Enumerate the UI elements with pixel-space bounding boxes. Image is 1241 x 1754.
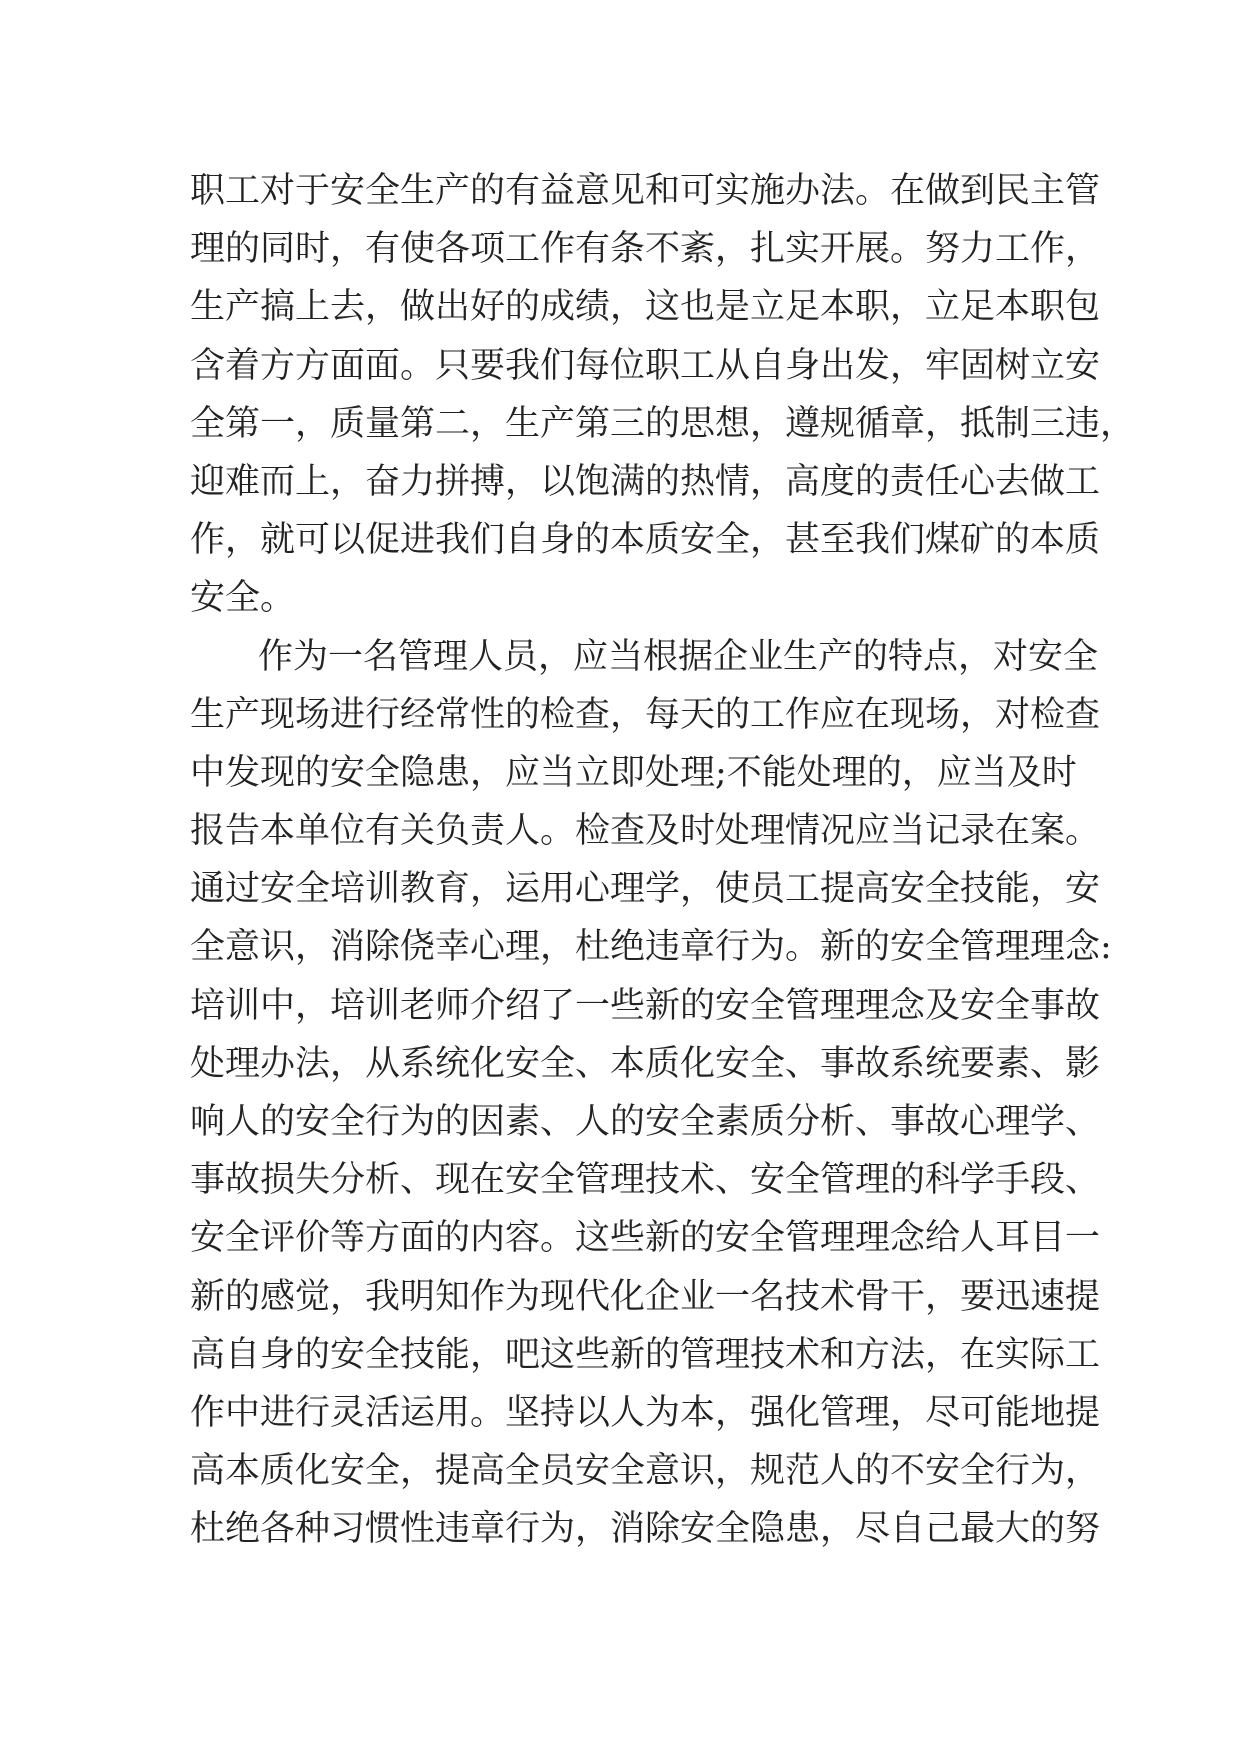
text-line: 杜绝各种习惯性违章行为，消除安全隐患，尽自己最大的努 xyxy=(190,1509,1101,1550)
text-line: 高自身的安全技能，吧这些新的管理技术和方法，在实际工 xyxy=(190,1334,1101,1375)
text-line: 职工对于安全生产的有益意见和可实施办法。在做到民主管 xyxy=(190,171,1101,211)
text-line: 安全评价等方面的内容。这些新的安全管理理念给人耳目一 xyxy=(190,1218,1101,1259)
text-line: 全第一，质量第二，生产第三的思想，遵规循章，抵制三违， xyxy=(190,403,1136,444)
text-line: 通过安全培训教育，运用心理学，使员工提高安全技能，安 xyxy=(190,869,1101,910)
text-line: 生产搞上去，做出好的成绩，这也是立足本职，立足本职包 xyxy=(190,287,1101,328)
text-line: 全意识，消除侥幸心理，杜绝违章行为。新的安全管理理念: xyxy=(190,927,1112,968)
text-line: 中发现的安全隐患，应当立即处理;不能处理的，应当及时 xyxy=(190,752,1077,793)
text-line: 安全。 xyxy=(190,578,296,619)
text-line: 理的同时，有使各项工作有条不紊，扎实开展。努力工作， xyxy=(190,229,1101,270)
text-line: 培训中，培训老师介绍了一些新的安全管理理念及安全事故 xyxy=(190,985,1101,1026)
text-line: 响人的安全行为的因素、人的安全素质分析、事故心理学、 xyxy=(190,1102,1101,1142)
text-line: 事故损失分析、现在安全管理技术、安全管理的科学手段、 xyxy=(190,1160,1101,1201)
paragraph-first-line: 作为一名管理人员，应当根据企业生产的特点，对安全 xyxy=(258,636,1099,677)
text-line: 作，就可以促进我们自身的本质安全，甚至我们煤矿的本质 xyxy=(190,520,1101,561)
text-line: 含着方方面面。只要我们每位职工从自身出发，牢固树立安 xyxy=(190,345,1101,386)
text-line: 处理办法，从系统化安全、本质化安全、事故系统要素、影 xyxy=(190,1043,1101,1084)
text-line: 报告本单位有关负责人。检查及时处理情况应当记录在案。 xyxy=(190,811,1101,852)
text-line: 生产现场进行经常性的检查，每天的工作应在现场，对检查 xyxy=(190,694,1101,735)
text-line: 高本质化安全，提高全员安全意识，规范人的不安全行为， xyxy=(190,1451,1101,1492)
text-line: 新的感觉，我明知作为现代化企业一名技术骨干，要迅速提 xyxy=(190,1276,1101,1317)
body-text xyxy=(190,162,1136,1559)
text-line: 作中进行灵活运用。坚持以人为本，强化管理，尽可能地提 xyxy=(190,1392,1101,1433)
text-line: 迎难而上，奋力拼搏，以饱满的热情，高度的责任心去做工 xyxy=(190,461,1101,502)
